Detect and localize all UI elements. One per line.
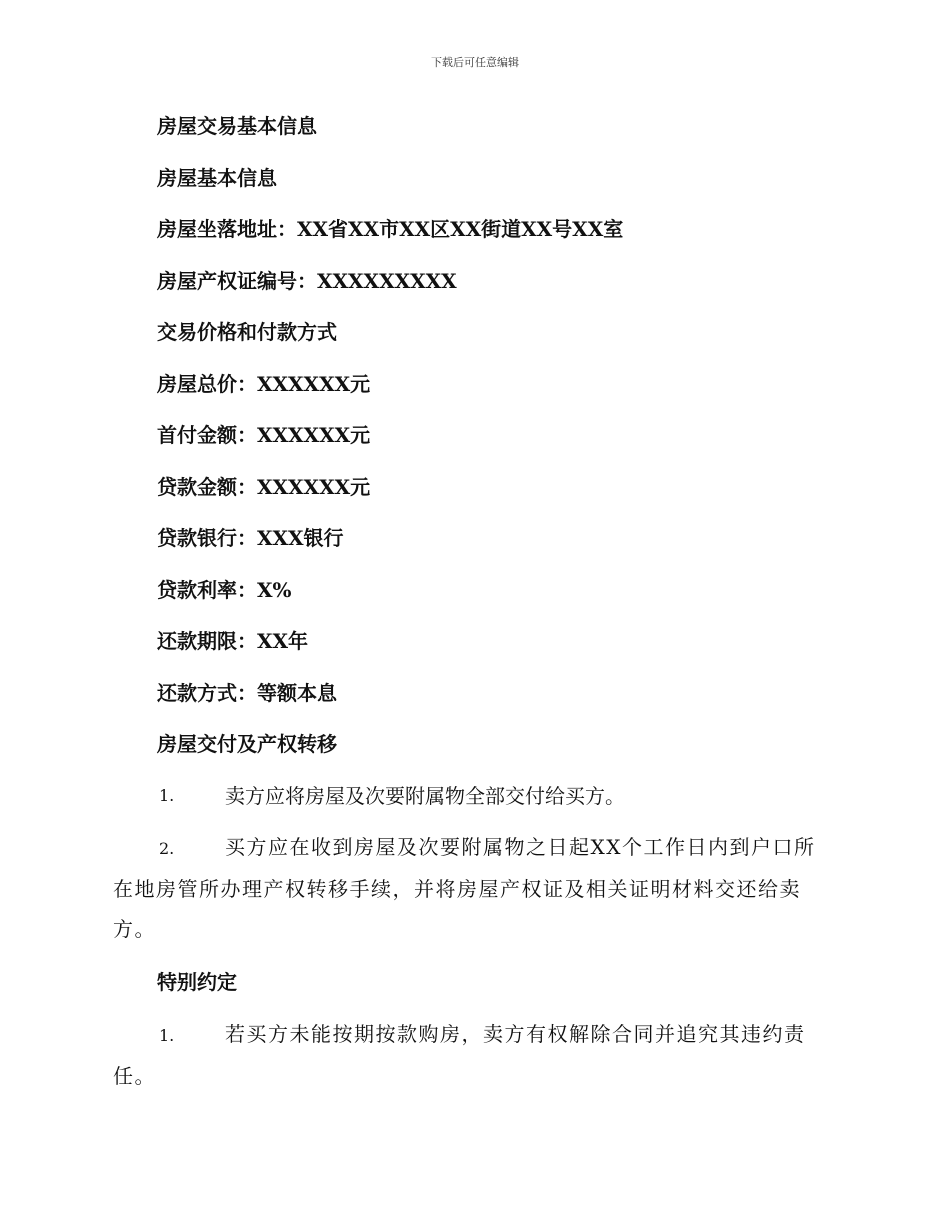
document-body (113, 106, 833, 1107)
property-address: 房屋坐落地址：XX省XX市XX区XX街道XX号XX室 (157, 217, 624, 241)
list-item (113, 827, 833, 949)
repayment-term: 还款期限：XX年 (157, 629, 309, 653)
loan-rate: 贷款利率：X% (157, 577, 292, 602)
subsection-heading: 交易价格和付款方式 (157, 320, 337, 344)
list-item (113, 1014, 833, 1096)
loan-amount: 贷款金额：XXXXXX元 (157, 474, 371, 499)
total-price: 房屋总价：XXXXXX元 (157, 371, 371, 396)
list-item (113, 776, 833, 816)
list-item-text: 若买方未能按期按款购房，卖方有权解除合同并追究其违约责任。 (113, 1021, 806, 1088)
property-certificate-number: 房屋产权证编号：XXXXXXXXX (157, 268, 457, 293)
repayment-method: 还款方式：等额本息 (157, 680, 337, 705)
section-heading: 房屋交易基本信息 (157, 114, 317, 138)
list-item-number: 1. (159, 785, 175, 805)
list-item-text: 买方应在收到房屋及次要附属物之日起XX个工作日内到户口所在地房管所办理产权转移手续，并将房屋产权证及相关证明材料交还给卖方。 (113, 835, 816, 941)
section-heading: 特别约定 (157, 970, 237, 994)
down-payment: 首付金额：XXXXXX元 (157, 423, 371, 447)
loan-bank: 贷款银行：XXX银行 (157, 526, 344, 550)
page-header: 下载后可任意编辑 (431, 56, 519, 69)
list-item-text: 卖方应将房屋及次要附属物全部交付给买方。 (225, 783, 625, 808)
list-item-number: 2. (159, 839, 175, 858)
subsection-heading: 房屋交付及产权转移 (157, 732, 337, 756)
subsection-heading: 房屋基本信息 (157, 165, 277, 190)
list-item-number: 1. (159, 1025, 175, 1045)
